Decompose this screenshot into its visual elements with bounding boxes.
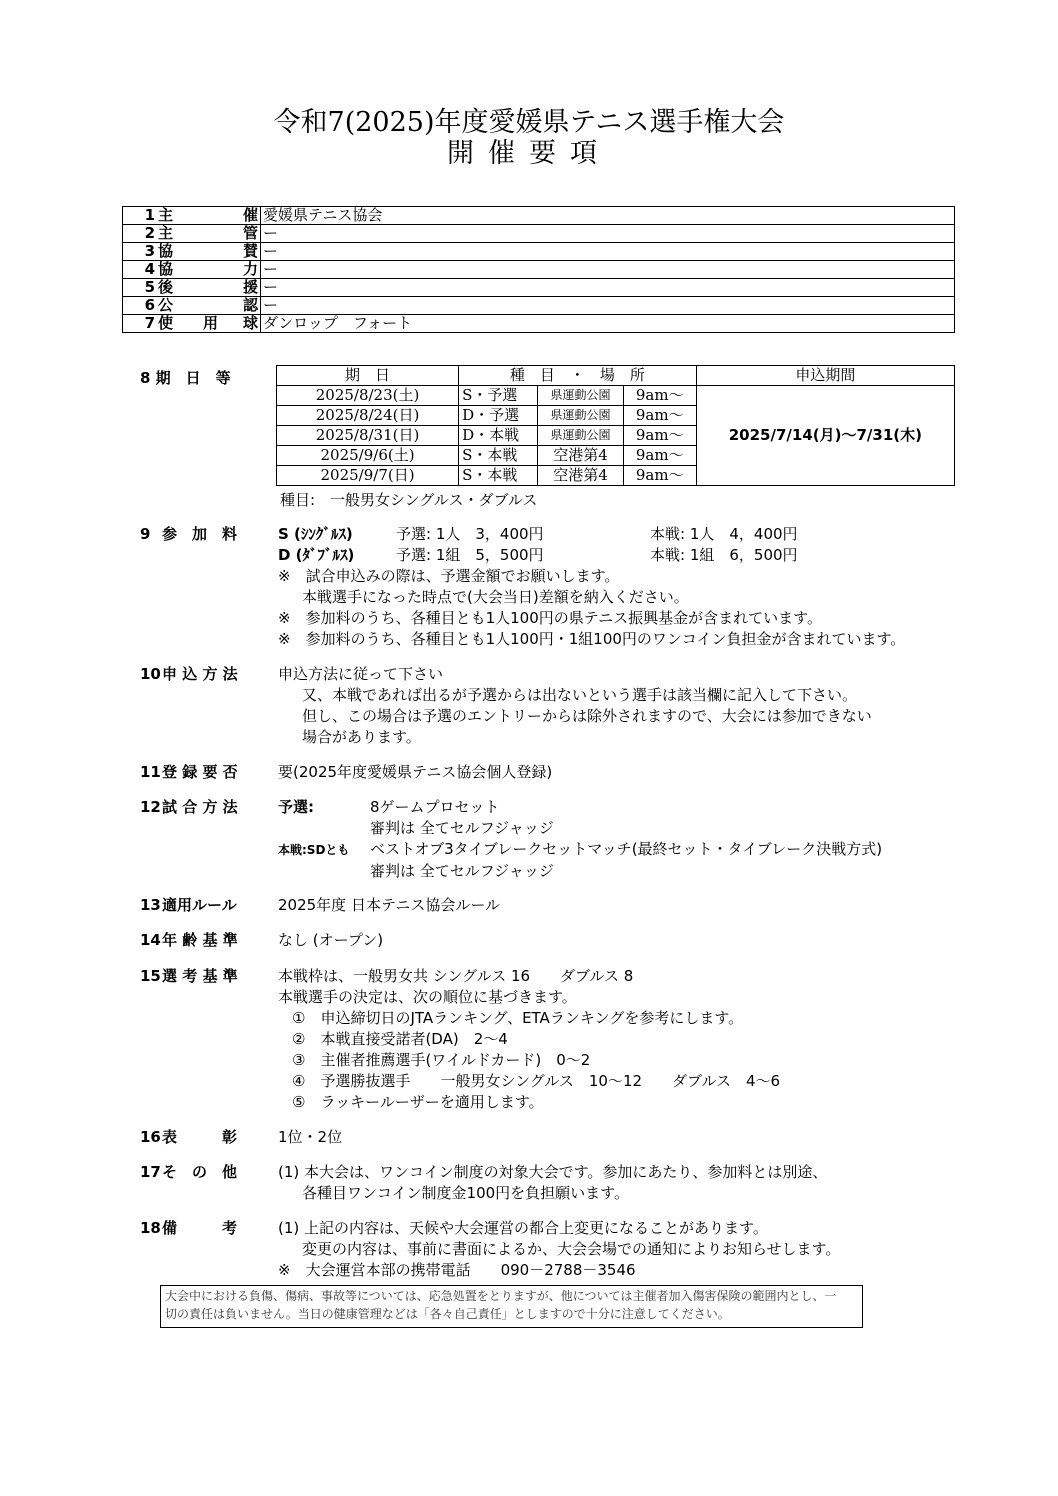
organizer-label-left: 後 xyxy=(158,278,174,296)
organizer-value: ダンロップ フォート xyxy=(261,315,955,333)
section-number: 17 xyxy=(140,1163,161,1181)
schedule-date: 2025/9/7(日) xyxy=(277,466,459,486)
schedule-date: 2025/8/23(土) xyxy=(277,386,459,406)
schedule-table xyxy=(276,365,955,486)
section-title: 登 録 要 否 xyxy=(162,763,238,781)
schedule-date: 2025/8/24(日) xyxy=(277,406,459,426)
organizer-table xyxy=(122,206,955,333)
section-number: 12 xyxy=(140,798,161,816)
section-number: 9 xyxy=(140,525,151,543)
organizer-row xyxy=(123,261,955,279)
schedule-col-event: 種 目 ・ 場 所 xyxy=(459,366,697,386)
schedule-category: D・本戦 xyxy=(459,426,538,446)
organizer-num: 1 xyxy=(123,207,157,225)
section-8-heading: 8 期 日 等 xyxy=(140,369,231,387)
schedule-category: D・予選 xyxy=(459,406,538,426)
schedule-venue: 空港第4 xyxy=(538,446,623,466)
registration-text: 要(2025年度愛媛県テニス協会個人登録) xyxy=(278,763,553,781)
fee-note-1b: 本戦選手になった時点で(大会当日)差額を納入ください。 xyxy=(302,588,689,606)
organizer-label xyxy=(156,225,261,243)
fee-table xyxy=(278,524,798,566)
qual-label: 予選: xyxy=(278,798,314,816)
organizer-row xyxy=(123,315,955,333)
organizer-label-left: 協 xyxy=(158,260,174,278)
organizer-label-left: 使 用 xyxy=(158,314,219,332)
schedule-time: 9am～ xyxy=(623,426,696,446)
organizer-row xyxy=(123,297,955,315)
organizer-label xyxy=(156,207,261,225)
schedule-venue: 空港第4 xyxy=(538,466,623,486)
organizer-label-right: 催 xyxy=(242,206,258,224)
section-number: 10 xyxy=(140,665,161,683)
organizer-num: 7 xyxy=(123,315,157,333)
page-title: 令和7(2025)年度愛媛県テニス選手権大会 xyxy=(273,107,785,138)
organizer-label xyxy=(156,279,261,297)
schedule-date: 2025/8/31(日) xyxy=(277,426,459,446)
notice-line-1: 大会中における負傷、傷病、事故等については、応急処置をとりますが、他については主催者加入傷害保険の範囲内とし、一 xyxy=(165,1289,837,1303)
organizer-value: ー xyxy=(261,279,955,297)
organizer-row xyxy=(123,279,955,297)
organizer-label xyxy=(156,297,261,315)
section-heading xyxy=(140,1162,260,1183)
fee-s-label: S (ｼﾝｸﾞﾙｽ) xyxy=(278,525,353,543)
section-title: そ の 他 xyxy=(162,1163,238,1181)
section-title: 表 彰 xyxy=(162,1128,238,1146)
section-number: 15 xyxy=(140,967,161,985)
schedule-category: S・予選 xyxy=(459,386,538,406)
main-format: ベストオブ3タイブレークセットマッチ(最終セット・タイブレーク決戦方式) xyxy=(370,840,883,858)
organizer-num: 4 xyxy=(123,261,157,279)
other-line-2: 各種目ワンコイン制度金100円を負担願います。 xyxy=(302,1184,629,1202)
selection-item: ⑤ ラッキールーザーを適用します。 xyxy=(292,1093,544,1111)
fee-d-qual: 予選: 1組 5，500円 xyxy=(396,546,544,564)
section-heading xyxy=(140,895,260,916)
selection-item: ① 申込締切日のJTAランキング、ETAランキングを参考にします。 xyxy=(292,1009,744,1027)
organizer-label-right: 球 xyxy=(242,314,258,332)
schedule-col-date: 期 日 xyxy=(277,366,459,386)
apply-period: 2025/7/14(月)～7/31(木) xyxy=(696,386,954,486)
section-heading xyxy=(140,1127,260,1148)
fee-note-2: ※ 参加料のうち、各種目とも1人100円の県テニス振興基金が含まれています。 xyxy=(278,609,822,627)
organizer-value: ー xyxy=(261,297,955,315)
section-number: 13 xyxy=(140,896,161,914)
remarks-line-1: (1) 上記の内容は、天候や大会運営の都合上変更になることがあります。 xyxy=(278,1219,768,1237)
fee-note-1: ※ 試合申込みの際は、予選金額でお願いします。 xyxy=(278,567,620,585)
award-text: 1位・2位 xyxy=(278,1128,343,1146)
fee-note-3: ※ 参加料のうち、各種目とも1人100円・1組100円のワンコイン負担金が含まれています。 xyxy=(278,630,906,648)
section-number: 18 xyxy=(140,1219,161,1237)
organizer-label xyxy=(156,315,261,333)
remarks-phone: ※ 大会運営本部の携帯電話 090－2788－3546 xyxy=(278,1261,636,1279)
schedule-category: S・本戦 xyxy=(459,446,538,466)
schedule-col-apply: 申込期間 xyxy=(696,366,954,386)
organizer-num: 5 xyxy=(123,279,157,297)
section-heading xyxy=(140,1218,260,1239)
section-number: 11 xyxy=(140,763,161,781)
organizer-value: ー xyxy=(261,225,955,243)
fee-d-label: D (ﾀﾞﾌﾞﾙｽ) xyxy=(278,546,355,564)
apply-line-4: 場合があります。 xyxy=(302,728,421,746)
organizer-label xyxy=(156,261,261,279)
selection-line-1: 本戦枠は、一般男女共 シングルス 16 ダブルス 8 xyxy=(278,967,634,985)
organizer-label-right: 認 xyxy=(242,296,258,314)
fee-s-main: 本戦: 1人 4，400円 xyxy=(650,525,798,543)
organizer-num: 2 xyxy=(123,225,157,243)
qual-umpire: 審判は 全てセルフジャッジ xyxy=(370,819,554,837)
organizer-row xyxy=(123,207,955,225)
organizer-label xyxy=(156,243,261,261)
schedule-time: 9am～ xyxy=(623,406,696,426)
section-title: 申 込 方 法 xyxy=(162,665,238,683)
organizer-row xyxy=(123,225,955,243)
organizer-label-left: 主 xyxy=(158,224,174,242)
organizer-value: ー xyxy=(261,243,955,261)
section-heading xyxy=(140,930,260,951)
other-line-1: (1) 本大会は、ワンコイン制度の対象大会です。参加にあたり、参加料とは別途、 xyxy=(278,1163,828,1181)
section-title: 参 加 料 xyxy=(162,525,238,543)
selection-line-2: 本戦選手の決定は、次の順位に基づきます。 xyxy=(278,988,577,1006)
organizer-label-left: 公 xyxy=(158,296,174,314)
fee-d-main: 本戦: 1組 6，500円 xyxy=(650,546,798,564)
organizer-row xyxy=(123,243,955,261)
section-heading xyxy=(140,664,260,685)
schedule-date: 2025/9/6(土) xyxy=(277,446,459,466)
section-title: 試 合 方 法 xyxy=(162,798,238,816)
organizer-value: 愛媛県テニス協会 xyxy=(261,207,955,225)
organizer-num: 3 xyxy=(123,243,157,261)
section-number: 14 xyxy=(140,931,161,949)
rules-text: 2025年度 日本テニス協会ルール xyxy=(278,896,501,914)
schedule-row xyxy=(277,386,955,406)
organizer-label-right: 力 xyxy=(242,260,258,278)
selection-item: ② 本戦直接受諾者(DA) 2～4 xyxy=(292,1030,508,1048)
schedule-category: S・本戦 xyxy=(459,466,538,486)
schedule-venue: 県運動公園 xyxy=(538,426,623,446)
section-heading xyxy=(140,966,260,987)
schedule-time: 9am～ xyxy=(623,446,696,466)
organizer-label-left: 主 xyxy=(158,206,174,224)
page-subtitle: 開催要項 xyxy=(447,138,611,169)
organizer-value: ー xyxy=(261,261,955,279)
section-title: 年 齢 基 準 xyxy=(162,931,238,949)
fee-s-qual: 予選: 1人 3，400円 xyxy=(396,525,544,543)
selection-item: ③ 主催者推薦選手(ワイルドカード) 0～2 xyxy=(292,1051,591,1069)
section-title: 選 考 基 準 xyxy=(162,967,238,985)
main-label: 本戦:SDとも xyxy=(278,843,350,857)
events-note: 種目: 一般男女シングルス・ダブルス xyxy=(280,491,538,509)
schedule-time: 9am～ xyxy=(623,466,696,486)
apply-line-3: 但し、この場合は予選のエントリーからは除外されますので、大会には参加できない xyxy=(302,707,872,725)
organizer-label-right: 管 xyxy=(242,224,258,242)
main-umpire: 審判は 全てセルフジャッジ xyxy=(370,862,554,880)
section-title: 適用ルール xyxy=(162,896,237,914)
remarks-line-2: 変更の内容は、事前に書面によるか、大会会場での通知によりお知らせします。 xyxy=(302,1240,841,1258)
age-text: なし (オープン) xyxy=(278,931,384,949)
disclaimer-notice xyxy=(160,1285,863,1328)
section-heading xyxy=(140,524,260,545)
organizer-num: 6 xyxy=(123,297,157,315)
selection-item: ④ 予選勝抜選手 一般男女シングルス 10～12 ダブルス 4～6 xyxy=(292,1072,781,1090)
section-heading xyxy=(140,797,260,818)
organizer-label-left: 協 xyxy=(158,242,174,260)
section-heading xyxy=(140,762,260,783)
qual-format: 8ゲームプロセット xyxy=(370,798,500,816)
schedule-time: 9am～ xyxy=(623,386,696,406)
section-title: 備 考 xyxy=(162,1219,238,1237)
notice-line-2: 切の責任は負いません。当日の健康管理などは「各々自己責任」としますので十分に注意してください。 xyxy=(165,1307,730,1321)
section-number: 16 xyxy=(140,1128,161,1146)
apply-line-1: 申込方法に従って下さい xyxy=(278,665,444,683)
organizer-label-right: 賛 xyxy=(242,242,258,260)
schedule-venue: 県運動公園 xyxy=(538,386,623,406)
organizer-label-right: 援 xyxy=(242,278,258,296)
schedule-venue: 県運動公園 xyxy=(538,406,623,426)
apply-line-2: 又、本戦であれば出るが予選からは出ないという選手は該当欄に記入して下さい。 xyxy=(302,686,858,704)
